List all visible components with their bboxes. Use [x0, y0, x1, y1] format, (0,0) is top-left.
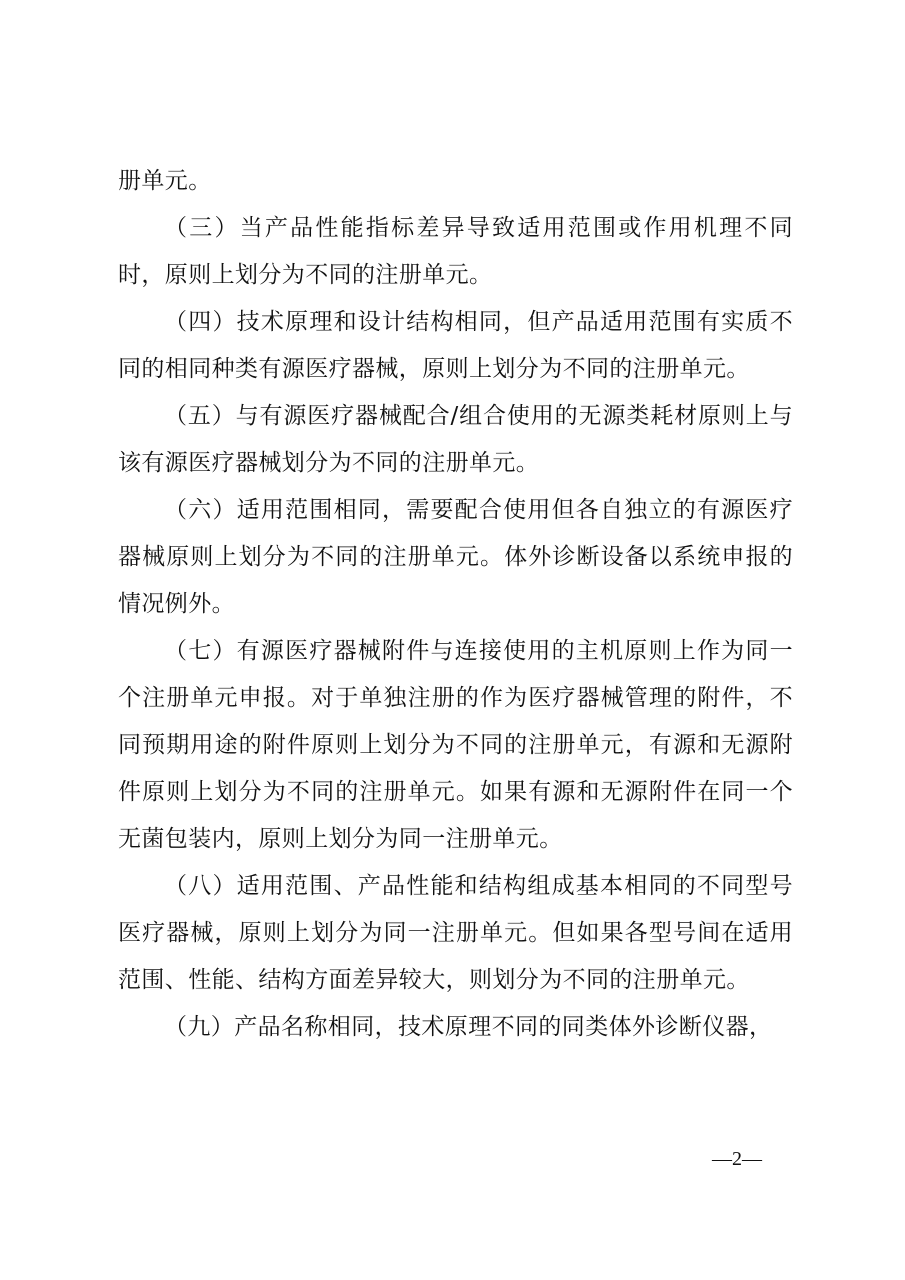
- paragraph-item-6: （六）适用范围相同，需要配合使用但各自独立的有源医疗器械原则上划分为不同的注册单元。体外诊断设备以系统申报的情况例外。: [118, 497, 793, 617]
- paragraph-continuation: 册单元。: [118, 168, 212, 194]
- document-body: [118, 158, 793, 1051]
- paragraph-item-9: （九）产品名称相同，技术原理不同的同类体外诊断仪器，: [164, 1014, 773, 1040]
- paragraph-item-5: （五）与有源医疗器械配合/组合使用的无源类耗材原则上与该有源医疗器械划分为不同的注册单元。: [118, 403, 793, 476]
- page-number: —2—: [712, 1148, 762, 1170]
- paragraph-item-7: （七）有源医疗器械附件与连接使用的主机原则上作为同一个注册单元申报。对于单独注册的作为医疗器械管理的附件，不同预期用途的附件原则上划分为不同的注册单元，有源和无源附件原则上划分为不同的注册单元。如果有源和无源附件在同一个无菌包装内，原则上划分为同一注册单元。: [118, 638, 793, 852]
- paragraph-item-3: （三）当产品性能指标差异导致适用范围或作用机理不同时，原则上划分为不同的注册单元。: [118, 215, 793, 288]
- paragraph-item-4: （四）技术原理和设计结构相同，但产品适用范围有实质不同的相同种类有源医疗器械，原则上划分为不同的注册单元。: [118, 309, 793, 382]
- paragraph-item-8: （八）适用范围、产品性能和结构组成基本相同的不同型号医疗器械，原则上划分为同一注册单元。但如果各型号间在适用范围、性能、结构方面差异较大，则划分为不同的注册单元。: [118, 873, 793, 993]
